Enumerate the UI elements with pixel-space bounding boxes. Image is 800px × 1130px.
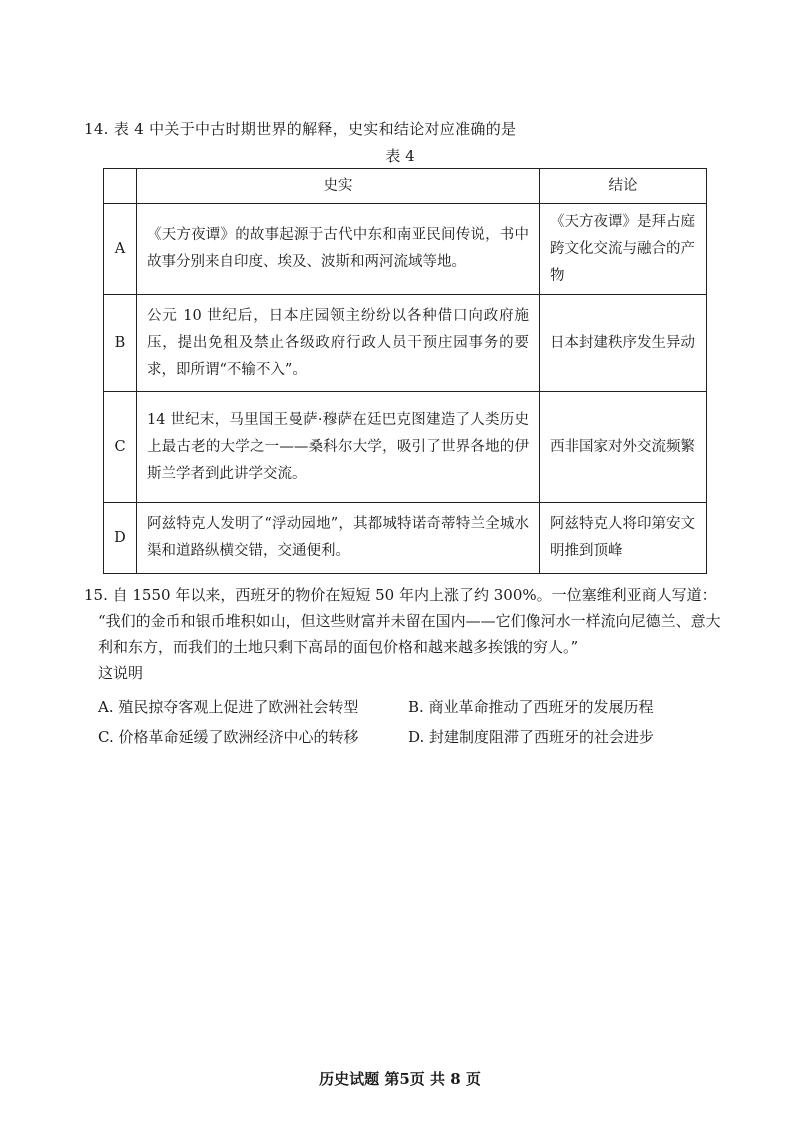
history-table	[103, 168, 707, 574]
row-label: A	[104, 204, 137, 295]
table-row	[104, 392, 707, 503]
question-15-prompt: 这说明	[98, 664, 144, 682]
table-header-row	[104, 169, 707, 204]
row-fact: 阿兹特克人发明了“浮动园地”，其都城特诺奇蒂特兰全城水渠和道路纵横交错，交通便利。	[137, 503, 540, 574]
header-conclusion: 结论	[540, 169, 707, 204]
row-conclusion: 西非国家对外交流频繁	[540, 392, 707, 503]
table-row	[104, 204, 707, 295]
question-15-quote: “我们的金币和银币堆积如山，但这些财富并未留在国内——它们像河水一样流向尼德兰、意大利和东方，而我们的土地只剩下高昂的面包价格和越来越多挨饿的穷人。”	[98, 612, 721, 656]
question-15-stem: 15. 自 1550 年以来，西班牙的物价在短短 50 年内上涨了约 300%。一位塞维利亚商人写道：	[84, 586, 717, 604]
page-footer: 历史试题 第5页 共 8 页	[319, 1070, 481, 1088]
row-fact: 《天方夜谭》的故事起源于古代中东和南亚民间传说，书中故事分别来自印度、埃及、波斯和两河流域等地。	[137, 204, 540, 295]
option-c: C. 价格革命延缓了欧洲经济中心的转移	[98, 728, 359, 746]
option-a: A. 殖民掠夺客观上促进了欧洲社会转型	[98, 698, 359, 716]
question-15	[84, 582, 724, 686]
header-fact: 史实	[137, 169, 540, 204]
option-d: D. 封建制度阻滞了西班牙的社会进步	[408, 728, 655, 746]
question-14-stem: 14. 表 4 中关于中古时期世界的解释，史实和结论对应准确的是	[84, 120, 517, 138]
row-label: D	[104, 503, 137, 574]
question-15-options	[98, 692, 718, 752]
row-label: C	[104, 392, 137, 503]
row-fact: 公元 10 世纪后，日本庄园领主纷纷以各种借口向政府施压，提出免租及禁止各级政府行政人员干预庄园事务的要求，即所谓“不输不入”。	[137, 295, 540, 392]
row-label: B	[104, 295, 137, 392]
table-caption: 表 4	[385, 147, 415, 165]
row-conclusion: 阿兹特克人将印第安文明推到顶峰	[540, 503, 707, 574]
header-label-cell	[104, 169, 137, 204]
table-row	[104, 503, 707, 574]
row-conclusion: 日本封建秩序发生异动	[540, 295, 707, 392]
option-b: B. 商业革命推动了西班牙的发展历程	[408, 698, 654, 716]
row-fact: 14 世纪末，马里国王曼萨·穆萨在廷巴克图建造了人类历史上最古老的大学之一——桑科尔大学，吸引了世界各地的伊斯兰学者到此讲学交流。	[137, 392, 540, 503]
table-row	[104, 295, 707, 392]
row-conclusion: 《天方夜谭》是拜占庭跨文化交流与融合的产物	[540, 204, 707, 295]
